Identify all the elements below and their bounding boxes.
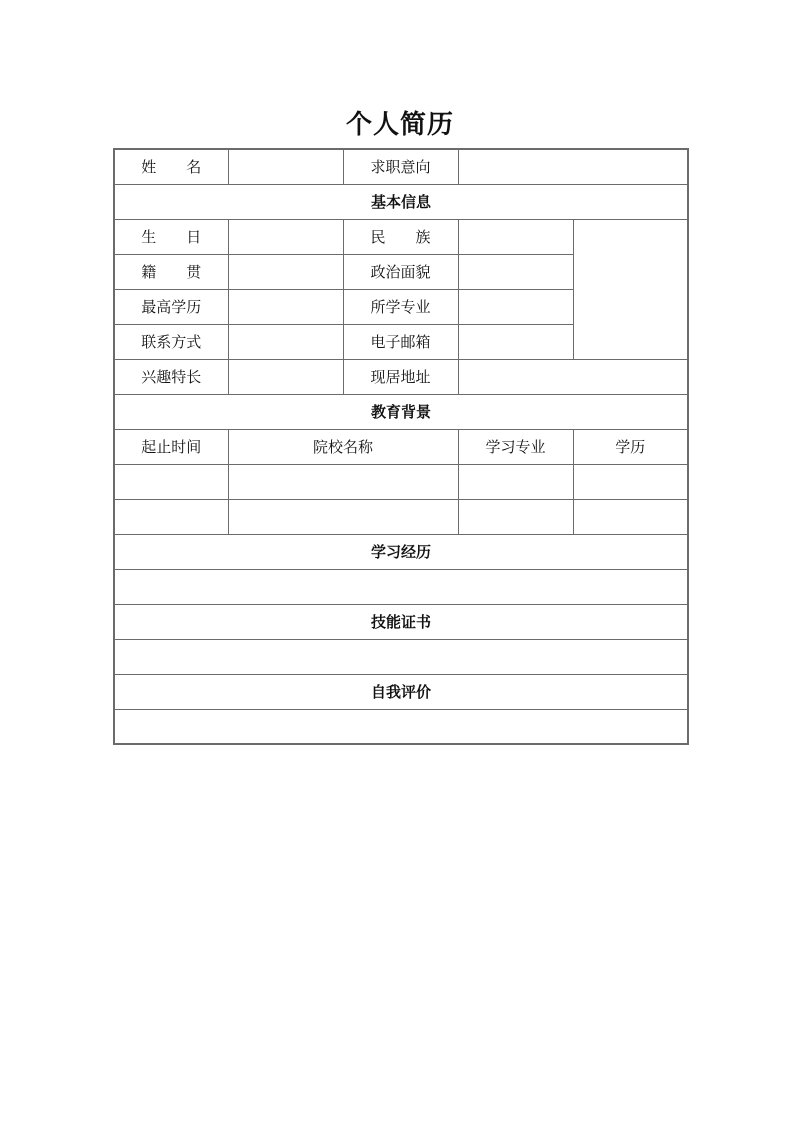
political-label: 政治面貌 <box>343 254 458 289</box>
edu-col-school: 院校名称 <box>228 429 458 464</box>
contact-field[interactable] <box>228 324 343 359</box>
self-eval-section-row <box>114 674 688 709</box>
ethnicity-label: 民 族 <box>343 219 458 254</box>
self-eval-content-row <box>114 709 688 744</box>
native-field[interactable] <box>228 254 343 289</box>
major-label: 所学专业 <box>343 289 458 324</box>
edu-period-field[interactable] <box>114 499 228 534</box>
hobby-label: 兴趣特长 <box>114 359 228 394</box>
email-field[interactable] <box>458 324 573 359</box>
skills-content-row <box>114 639 688 674</box>
contact-label: 联系方式 <box>114 324 228 359</box>
edu-major-field[interactable] <box>458 464 573 499</box>
education-section-row <box>114 394 688 429</box>
intent-field[interactable] <box>458 149 688 184</box>
self-eval-content-area[interactable] <box>114 709 688 744</box>
education-header-row <box>114 429 688 464</box>
major-field[interactable] <box>458 289 573 324</box>
basic-section-header: 基本信息 <box>114 184 688 219</box>
edu-degree-field[interactable] <box>573 499 688 534</box>
education-section-header: 教育背景 <box>114 394 688 429</box>
skills-section-row <box>114 604 688 639</box>
study-section-row <box>114 534 688 569</box>
table-row <box>114 499 688 534</box>
degree-label: 最高学历 <box>114 289 228 324</box>
address-label: 现居地址 <box>343 359 458 394</box>
birthday-row <box>114 219 688 254</box>
ethnicity-field[interactable] <box>458 219 573 254</box>
resume-table <box>113 148 689 745</box>
skills-section-header: 技能证书 <box>114 604 688 639</box>
table-row <box>114 464 688 499</box>
hobby-field[interactable] <box>228 359 343 394</box>
edu-col-major: 学习专业 <box>458 429 573 464</box>
edu-school-field[interactable] <box>228 464 458 499</box>
study-content-row <box>114 569 688 604</box>
edu-period-field[interactable] <box>114 464 228 499</box>
degree-field[interactable] <box>228 289 343 324</box>
hobby-row <box>114 359 688 394</box>
birthday-field[interactable] <box>228 219 343 254</box>
edu-major-field[interactable] <box>458 499 573 534</box>
self-eval-section-header: 自我评价 <box>114 674 688 709</box>
edu-col-degree: 学历 <box>573 429 688 464</box>
address-field[interactable] <box>458 359 688 394</box>
edu-degree-field[interactable] <box>573 464 688 499</box>
edu-col-period: 起止时间 <box>114 429 228 464</box>
edu-school-field[interactable] <box>228 499 458 534</box>
study-content-area[interactable] <box>114 569 688 604</box>
study-section-header: 学习经历 <box>114 534 688 569</box>
skills-content-area[interactable] <box>114 639 688 674</box>
name-field[interactable] <box>228 149 343 184</box>
name-label: 姓 名 <box>114 149 228 184</box>
native-label: 籍 贯 <box>114 254 228 289</box>
photo-cell[interactable] <box>573 219 688 359</box>
intent-label: 求职意向 <box>343 149 458 184</box>
basic-section-row <box>114 184 688 219</box>
email-label: 电子邮箱 <box>343 324 458 359</box>
page-title: 个人简历 <box>345 110 454 140</box>
name-row <box>114 149 688 184</box>
political-field[interactable] <box>458 254 573 289</box>
birthday-label: 生 日 <box>114 219 228 254</box>
